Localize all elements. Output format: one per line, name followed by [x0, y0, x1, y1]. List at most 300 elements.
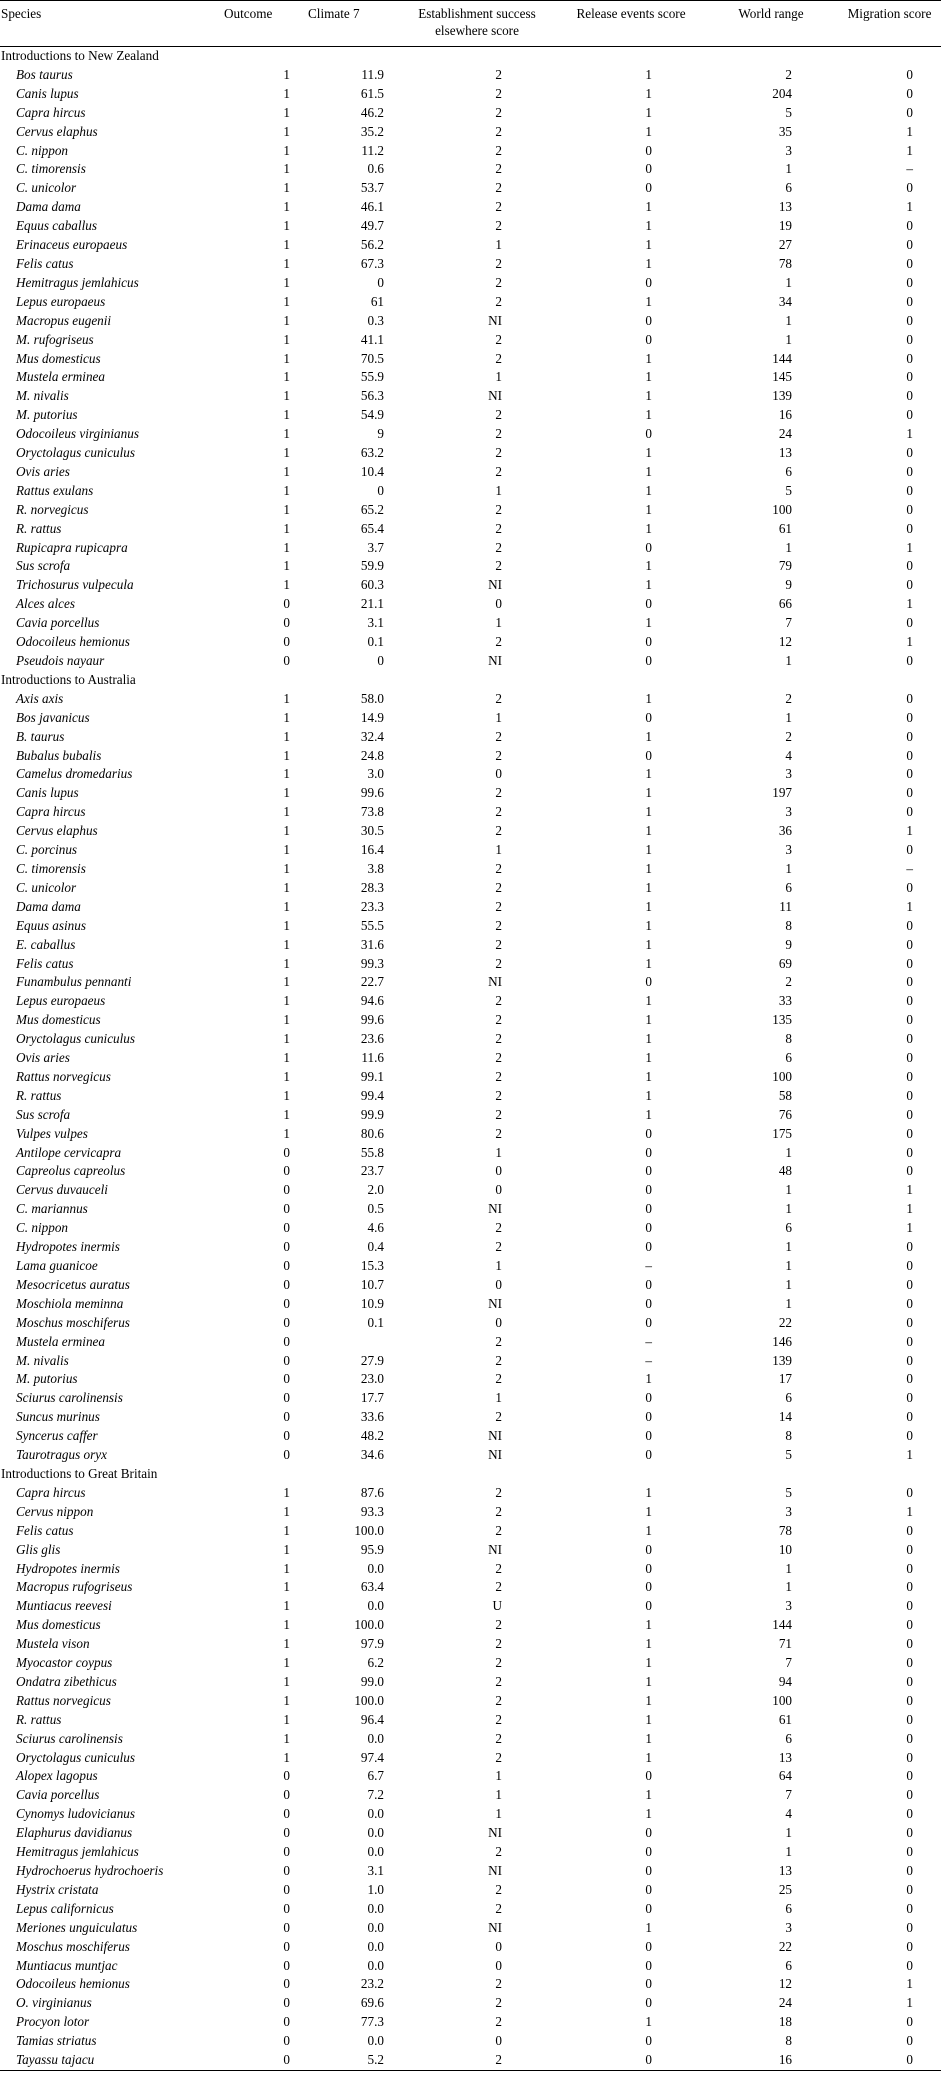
outcome-cell: 1 [283, 350, 290, 366]
outcome-cell: 1 [283, 274, 290, 290]
migration-cell: 0 [906, 1787, 913, 1803]
climate-cell: 97.9 [360, 1636, 384, 1652]
climate-cell: 0.0 [367, 1560, 384, 1576]
release-cell: 1 [645, 615, 652, 631]
migration-cell: 0 [906, 785, 913, 801]
climate-cell: 0 [377, 274, 384, 290]
species-cell: Funambulus pennanti [16, 974, 132, 990]
world-range-cell: 24 [778, 1995, 792, 2011]
section-title: Introductions to Australia [1, 671, 136, 687]
release-cell: 0 [645, 1900, 652, 1916]
establishment-cell: 2 [495, 747, 502, 763]
establishment-cell: 2 [495, 558, 502, 574]
climate-cell: 3.0 [367, 766, 384, 782]
climate-cell: 30.5 [360, 823, 384, 839]
climate-cell: 96.4 [360, 1711, 384, 1727]
outcome-cell: 1 [283, 161, 290, 177]
world-range-cell: 1 [785, 539, 792, 555]
table-row [0, 1938, 941, 1957]
world-range-cell: 3 [785, 766, 792, 782]
section-heading-row [0, 47, 941, 66]
establishment-cell: 2 [495, 690, 502, 706]
species-cell: Mus domesticus [16, 1012, 101, 1028]
species-cell: Lepus europaeus [16, 993, 106, 1009]
climate-cell: 10.7 [360, 1276, 384, 1292]
world-range-cell: 22 [778, 1314, 792, 1330]
climate-cell: 11.9 [361, 66, 384, 82]
world-range-cell: 8 [785, 1031, 792, 1047]
species-cell: Rupicapra rupicapra [16, 539, 128, 555]
outcome-cell: 0 [283, 1220, 290, 1236]
establishment-cell: 0 [495, 1957, 502, 1973]
migration-cell: 0 [906, 747, 913, 763]
release-cell: 0 [645, 1125, 652, 1141]
climate-cell: 0 [377, 653, 384, 668]
outcome-cell: 0 [283, 634, 290, 650]
table-row [0, 1749, 941, 1768]
table-row [0, 1333, 941, 1352]
outcome-cell: 0 [283, 1371, 290, 1387]
header-climate: Climate 7 [308, 6, 360, 21]
release-cell: – [645, 1352, 652, 1368]
table-row [0, 1011, 941, 1030]
table-row [0, 1181, 941, 1200]
migration-cell: 0 [906, 1333, 913, 1349]
release-cell: 1 [645, 1068, 652, 1084]
species-cell: Moschus moschiferus [16, 1938, 130, 1954]
species-cell: Meriones unguiculatus [16, 1919, 138, 1935]
establishment-cell: 2 [495, 1409, 502, 1425]
establishment-cell: 2 [495, 1844, 502, 1860]
outcome-cell: 0 [283, 2014, 290, 2030]
section-title: Introductions to Great Britain [1, 1465, 158, 1481]
outcome-cell: 1 [283, 955, 290, 971]
world-range-cell: 7 [785, 1655, 792, 1671]
world-range-cell: 1 [785, 1579, 792, 1595]
migration-cell: 0 [906, 1428, 913, 1444]
outcome-cell: 1 [283, 1655, 290, 1671]
table-row [0, 1219, 941, 1238]
table-row [0, 1257, 941, 1276]
table-row [0, 1843, 941, 1862]
table-row [0, 463, 941, 482]
climate-cell: 100.0 [354, 1617, 384, 1633]
release-cell: 1 [645, 104, 652, 120]
world-range-cell: 9 [785, 936, 792, 952]
release-cell: 1 [645, 955, 652, 971]
migration-cell: 0 [906, 2014, 913, 2030]
species-cell: Alces alces [16, 596, 75, 612]
climate-cell: 70.5 [360, 350, 384, 366]
world-range-cell: 35 [778, 123, 792, 139]
release-cell: 0 [645, 312, 652, 328]
release-cell: 1 [645, 823, 652, 839]
outcome-cell: 0 [283, 1447, 290, 1463]
table-row [0, 1711, 941, 1730]
table-row [0, 1352, 941, 1371]
migration-cell: 0 [906, 1144, 913, 1160]
species-cell: Sciurus carolinensis [16, 1730, 123, 1746]
header-migration: Migration score [847, 6, 932, 21]
establishment-cell: 2 [495, 1050, 502, 1066]
release-cell: 0 [645, 426, 652, 442]
climate-cell: 99.3 [360, 955, 384, 971]
table-row [0, 992, 941, 1011]
establishment-cell: 2 [495, 1900, 502, 1916]
establishment-cell: 2 [495, 634, 502, 650]
release-cell: 0 [645, 1409, 652, 1425]
outcome-cell: 1 [283, 1598, 290, 1614]
outcome-cell: 1 [283, 123, 290, 139]
table-row [0, 2013, 941, 2032]
climate-cell: 5.2 [367, 2052, 384, 2068]
table-row [0, 520, 941, 539]
establishment-cell: 2 [495, 1636, 502, 1652]
species-cell: Lama guanicoe [16, 1258, 98, 1273]
establishment-cell: 0 [495, 2033, 502, 2049]
migration-cell: 0 [906, 1919, 913, 1935]
release-cell: 1 [645, 407, 652, 423]
table-row [0, 1824, 941, 1843]
species-cell: Glis glis [16, 1541, 61, 1557]
species-cell: Moschus moschiferus [16, 1314, 130, 1330]
migration-cell: 1 [906, 634, 913, 650]
release-cell: 0 [645, 161, 652, 177]
world-range-cell: 6 [785, 1220, 792, 1236]
outcome-cell: 1 [283, 785, 290, 801]
establishment-cell: 2 [495, 898, 502, 914]
release-cell: 1 [645, 482, 652, 498]
migration-cell: 0 [906, 728, 913, 744]
climate-cell: 23.0 [360, 1371, 384, 1387]
species-cell: Sus scrofa [16, 1106, 71, 1122]
migration-cell: 0 [906, 1106, 913, 1122]
establishment-cell: 2 [495, 1995, 502, 2011]
species-cell: Lepus californicus [16, 1900, 114, 1916]
establishment-cell: 2 [495, 1352, 502, 1368]
migration-cell: 0 [906, 331, 913, 347]
climate-cell: 0.0 [367, 2033, 384, 2049]
table-row [0, 1484, 941, 1503]
table-row [0, 104, 941, 123]
migration-cell: 0 [906, 1692, 913, 1708]
species-cell: Syncerus caffer [16, 1428, 98, 1444]
climate-cell: 6.2 [367, 1655, 384, 1671]
migration-cell: 1 [906, 1447, 913, 1463]
world-range-cell: 7 [785, 1787, 792, 1803]
release-cell: 1 [645, 1919, 652, 1935]
climate-cell: 3.1 [367, 1863, 384, 1878]
migration-cell: 0 [906, 1068, 913, 1084]
world-range-cell: 76 [778, 1106, 792, 1122]
species-cell: M. putorius [16, 1371, 78, 1387]
release-cell: 0 [645, 1390, 652, 1406]
release-cell: 1 [645, 1484, 652, 1500]
world-range-cell: 139 [772, 1352, 792, 1368]
outcome-cell: 1 [283, 1692, 290, 1708]
migration-cell: 0 [906, 237, 913, 253]
world-range-cell: 17 [778, 1371, 792, 1387]
species-cell: Mustela erminea [16, 369, 105, 385]
world-range-cell: 6 [785, 1390, 792, 1406]
world-range-cell: 6 [785, 1900, 792, 1916]
table-row [0, 614, 941, 633]
climate-cell: 23.2 [360, 1976, 384, 1992]
table-row [0, 350, 941, 369]
establishment-cell: 2 [495, 1333, 502, 1349]
climate-cell: 0.0 [367, 1957, 384, 1973]
outcome-cell: 1 [283, 199, 290, 215]
outcome-cell: 1 [283, 1012, 290, 1028]
species-cell: Cervus elaphus [16, 123, 98, 139]
outcome-cell: 0 [283, 1806, 290, 1822]
establishment-cell: 2 [495, 1976, 502, 1992]
release-cell: 0 [645, 747, 652, 763]
release-cell: 1 [645, 917, 652, 933]
table-row [0, 1654, 941, 1673]
section-heading-row [0, 671, 941, 690]
climate-cell: 11.2 [361, 142, 384, 158]
table-row [0, 709, 941, 728]
release-cell: 1 [645, 1636, 652, 1652]
world-range-cell: 64 [778, 1768, 792, 1784]
outcome-cell: 0 [283, 1919, 290, 1935]
climate-cell: 0.0 [367, 1825, 384, 1841]
migration-cell: 0 [906, 1560, 913, 1576]
table-row [0, 879, 941, 898]
world-range-cell: 13 [778, 1749, 792, 1765]
outcome-cell: 0 [283, 1768, 290, 1784]
migration-cell: 0 [906, 917, 913, 933]
species-cell: Cervus elaphus [16, 823, 98, 839]
release-cell: 0 [645, 709, 652, 725]
climate-cell: 34.6 [360, 1447, 384, 1463]
world-range-cell: 34 [778, 293, 792, 309]
migration-cell: 0 [906, 1598, 913, 1614]
outcome-cell: 0 [283, 1900, 290, 1916]
outcome-cell: 1 [283, 1711, 290, 1727]
establishment-cell: 2 [495, 85, 502, 101]
climate-cell: 9 [377, 426, 384, 442]
release-cell: 0 [645, 142, 652, 158]
establishment-cell: 1 [495, 842, 502, 858]
table-row [0, 123, 941, 142]
climate-cell: 0.3 [367, 312, 384, 328]
establishment-cell: 1 [495, 1768, 502, 1784]
table-row [0, 1162, 941, 1181]
table-row [0, 1276, 941, 1295]
climate-cell: 99.4 [360, 1087, 384, 1103]
migration-cell: 1 [906, 1201, 913, 1217]
release-cell: 1 [645, 1655, 652, 1671]
migration-cell: 0 [906, 104, 913, 120]
climate-cell: 56.3 [360, 388, 384, 404]
release-cell: 1 [645, 860, 652, 876]
table-row [0, 1692, 941, 1711]
outcome-cell: 0 [283, 1409, 290, 1425]
world-range-cell: 145 [772, 369, 792, 385]
table-row [0, 1522, 941, 1541]
table-row [0, 539, 941, 558]
table-row [0, 1144, 941, 1163]
climate-cell: 24.8 [360, 747, 384, 763]
climate-cell: 55.8 [360, 1144, 384, 1160]
establishment-cell: 2 [495, 879, 502, 895]
outcome-cell: 0 [283, 1258, 290, 1273]
release-cell: 0 [645, 1201, 652, 1217]
outcome-cell: 1 [283, 993, 290, 1009]
outcome-cell: 1 [283, 482, 290, 498]
species-cell: O. virginianus [16, 1995, 92, 2011]
section-title: Introductions to New Zealand [1, 48, 159, 63]
migration-cell: 0 [906, 1050, 913, 1066]
world-range-cell: 58 [778, 1087, 792, 1103]
climate-cell: 97.4 [360, 1749, 384, 1765]
climate-cell: 23.7 [360, 1163, 384, 1179]
establishment-cell: NI [488, 1295, 502, 1311]
establishment-cell: 0 [495, 766, 502, 782]
outcome-cell: 1 [283, 1560, 290, 1576]
release-cell: 0 [645, 1144, 652, 1160]
world-range-cell: 2 [785, 974, 792, 990]
migration-cell: 0 [906, 1087, 913, 1103]
table-row [0, 179, 941, 198]
species-cell: Antilope cervicapra [16, 1144, 122, 1160]
climate-cell: 49.7 [360, 218, 384, 234]
release-cell: 0 [645, 1295, 652, 1311]
table-row [0, 898, 941, 917]
establishment-cell: 2 [495, 1673, 502, 1689]
table-row [0, 1862, 941, 1881]
species-cell: Cynomys ludovicianus [16, 1806, 136, 1822]
migration-cell: 0 [906, 955, 913, 971]
species-cell: Cavia porcellus [16, 1787, 100, 1803]
world-range-cell: 204 [772, 85, 792, 101]
release-cell: 1 [645, 879, 652, 895]
release-cell: 0 [645, 1976, 652, 1992]
migration-cell: 0 [906, 312, 913, 328]
establishment-cell: 2 [495, 1239, 502, 1255]
table-row [0, 1900, 941, 1919]
world-range-cell: 19 [778, 218, 792, 234]
establishment-cell: 1 [495, 237, 502, 253]
migration-cell: 0 [906, 1295, 913, 1311]
table-row [0, 1994, 941, 2013]
migration-cell: 0 [906, 709, 913, 725]
table-row [0, 2051, 941, 2070]
climate-cell [304, 1333, 396, 1352]
outcome-cell: 0 [283, 1144, 290, 1160]
migration-cell: – [906, 860, 913, 876]
world-range-cell: 3 [785, 1503, 792, 1519]
outcome-cell: 1 [283, 1617, 290, 1633]
outcome-cell: 1 [283, 1050, 290, 1066]
establishment-cell: NI [488, 388, 502, 404]
release-cell: 0 [645, 1995, 652, 2011]
migration-cell: 0 [906, 1390, 913, 1406]
outcome-cell: 1 [283, 255, 290, 271]
migration-cell: 1 [906, 539, 913, 555]
table-row [0, 576, 941, 595]
table-row [0, 1087, 941, 1106]
outcome-cell: 1 [283, 1579, 290, 1595]
world-range-cell: 1 [785, 312, 792, 328]
world-range-cell: 1 [785, 1844, 792, 1860]
release-cell: 0 [645, 274, 652, 290]
outcome-cell: 1 [283, 860, 290, 876]
world-range-cell: 100 [772, 501, 792, 517]
species-cell: Odocoileus hemionus [16, 634, 130, 650]
migration-cell: 0 [906, 993, 913, 1009]
table-row [0, 747, 941, 766]
climate-cell: 3.7 [367, 539, 384, 555]
world-range-cell: 1 [785, 1825, 792, 1841]
migration-cell: 0 [906, 388, 913, 404]
world-range-cell: 1 [785, 860, 792, 876]
migration-cell: 0 [906, 1711, 913, 1727]
migration-cell: 0 [906, 1314, 913, 1330]
release-cell: 0 [645, 1844, 652, 1860]
table-row [0, 312, 941, 331]
world-range-cell: 33 [778, 993, 792, 1009]
header-establishment: Establishment success elsewhere score [418, 6, 536, 38]
table-row [0, 85, 941, 104]
outcome-cell: 1 [283, 898, 290, 914]
migration-cell: 0 [906, 1163, 913, 1179]
migration-cell: 1 [906, 142, 913, 158]
species-cell: Cervus nippon [16, 1503, 94, 1519]
climate-cell: 32.4 [360, 728, 384, 744]
climate-cell: 23.6 [360, 1031, 384, 1047]
release-cell: 0 [645, 1768, 652, 1784]
outcome-cell: 0 [283, 1787, 290, 1803]
species-cell: Alopex lagopus [16, 1768, 98, 1784]
release-cell: 0 [645, 1598, 652, 1614]
migration-cell: 0 [906, 1484, 913, 1500]
climate-cell: 22.7 [360, 974, 384, 990]
outcome-cell: 1 [283, 1730, 290, 1746]
outcome-cell: 1 [283, 1031, 290, 1047]
release-cell: 1 [645, 1730, 652, 1746]
release-cell: 0 [645, 1825, 652, 1841]
establishment-cell: 2 [495, 1579, 502, 1595]
migration-cell: 0 [906, 66, 913, 82]
table-row [0, 425, 941, 444]
world-range-cell: 146 [772, 1333, 792, 1349]
table-row [0, 406, 941, 425]
establishment-cell: 2 [495, 1560, 502, 1576]
outcome-cell: 1 [283, 66, 290, 82]
world-range-cell: 135 [772, 1012, 792, 1028]
species-cell: Vulpes vulpes [16, 1125, 88, 1141]
outcome-cell: 1 [283, 728, 290, 744]
species-cell: Moschiola meminna [16, 1295, 124, 1311]
climate-cell: 0.0 [367, 1844, 384, 1860]
establishment-cell: 2 [495, 1068, 502, 1084]
table-row [0, 66, 941, 85]
world-range-cell: 3 [785, 1919, 792, 1935]
species-cell: C. unicolor [16, 879, 77, 895]
release-cell: 0 [645, 1560, 652, 1576]
release-cell: 1 [645, 1031, 652, 1047]
climate-cell: 0.4 [367, 1239, 384, 1255]
world-range-cell: 4 [785, 1806, 792, 1822]
table-row [0, 784, 941, 803]
climate-cell: 93.3 [360, 1503, 384, 1519]
migration-cell: 0 [906, 766, 913, 782]
climate-cell: 60.3 [360, 577, 384, 593]
release-cell: 1 [645, 463, 652, 479]
